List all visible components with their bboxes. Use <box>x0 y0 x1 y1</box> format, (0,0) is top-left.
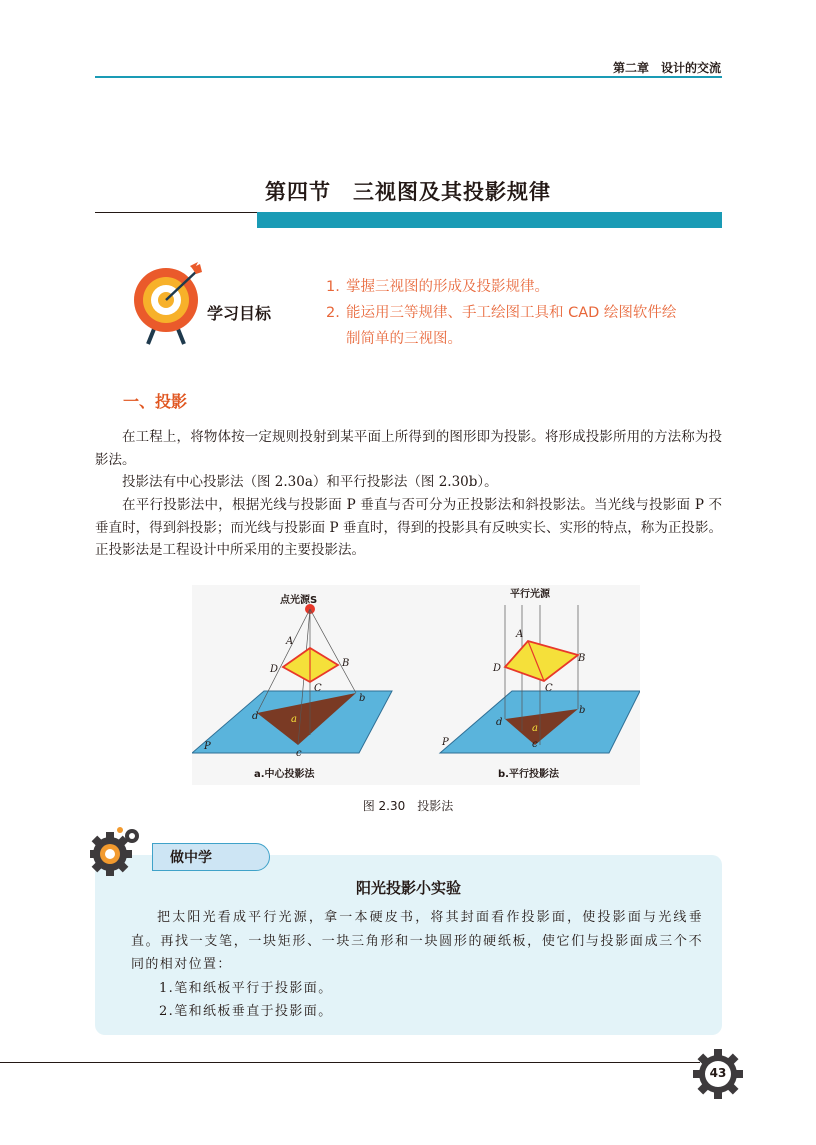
objective-text-continued: 制简单的三视图。 <box>346 331 462 347</box>
body-paragraph <box>95 494 722 562</box>
activity-text: 把太阳光看成平行光源，拿一本硬皮书，将其封面看作投影面，使投影面与光线垂直。再找一支笔，一块矩形、一块三角形和一块圆形的硬纸板，使它们与投影面成三个不同的相对位置： <box>131 910 703 972</box>
running-head: 第二章 设计的交流 <box>612 61 721 75</box>
projection-figure <box>192 585 640 785</box>
diagram-caption: b.平行投影法 <box>498 769 559 780</box>
label-D: D <box>270 664 279 675</box>
paragraph-text: 在平行投影法中，根据光线与投影面 P 垂直与否可分为正投影法和斜投影法。当光线与投影面 P 不垂直时，得到斜投影；而光线与投影面 P 垂直时，得到的投影具有反映实长、实形的特点，称为正投影。正投影法是工程设计中所采用的主要投影法。 <box>95 497 722 558</box>
label-P: P <box>442 737 449 748</box>
page-number: 43 <box>709 1066 727 1080</box>
light-source-label: 平行光源 <box>510 589 550 600</box>
label-d: d <box>252 711 259 722</box>
objective-number: 2. <box>326 305 340 321</box>
diagram-caption: a.中心投影法 <box>254 769 315 780</box>
label-C: C <box>545 683 553 694</box>
title-rule <box>95 212 257 213</box>
body-paragraph <box>95 471 722 494</box>
section-title: 第四节 三视图及其投影规律 <box>265 180 551 204</box>
activity-title: 阳光投影小实验 <box>355 879 461 897</box>
objective-label: 学习目标 <box>207 304 272 323</box>
label-c: c <box>296 748 302 759</box>
label-d: d <box>496 717 503 728</box>
paragraph-text: 投影法有中心投影法（图 2.30a）和平行投影法（图 2.30b）。 <box>122 474 498 490</box>
activity-list-item <box>159 1000 731 1024</box>
gears-icon <box>90 824 146 876</box>
activity-text: 2.笔和纸板垂直于投影面。 <box>159 1004 333 1019</box>
paragraph-text: 在工程上，将物体按一定规则投射到某平面上所得到的图形即为投影。将形成投影所用的方法称为投影法。 <box>95 429 722 468</box>
subsection-heading: 一、投影 <box>123 392 188 411</box>
objective-item <box>326 274 726 300</box>
figure-background <box>192 585 640 785</box>
objective-item <box>326 300 726 352</box>
objective-text: 能运用三等规律、手工绘图工具和 CAD 绘图软件绘 <box>346 305 677 321</box>
label-b: b <box>579 705 586 716</box>
activity-paragraph <box>131 906 703 977</box>
target-icon <box>130 262 210 346</box>
body-paragraph <box>95 426 722 471</box>
objective-number: 1. <box>326 279 340 295</box>
label-D: D <box>493 663 502 674</box>
light-source-label: 点光源S <box>280 595 318 606</box>
activity-list-item <box>159 977 731 1001</box>
activity-text: 1.笔和纸板平行于投影面。 <box>159 981 333 996</box>
label-P: P <box>204 741 211 752</box>
label-b: b <box>359 693 366 704</box>
label-a: a <box>532 723 538 734</box>
activity-tab-label: 做中学 <box>170 850 212 866</box>
label-B: B <box>342 658 350 669</box>
footer-rule <box>0 1062 700 1063</box>
title-bar <box>257 212 722 228</box>
label-C: C <box>314 683 322 694</box>
label-A: A <box>286 636 294 647</box>
figure-caption: 图 2.30 投影法 <box>362 799 454 813</box>
label-A: A <box>516 629 524 640</box>
label-B: B <box>578 653 586 664</box>
header-rule <box>95 76 722 78</box>
label-c: c <box>532 739 538 750</box>
objective-text: 掌握三视图的形成及投影规律。 <box>346 279 549 295</box>
label-a: a <box>291 714 297 725</box>
